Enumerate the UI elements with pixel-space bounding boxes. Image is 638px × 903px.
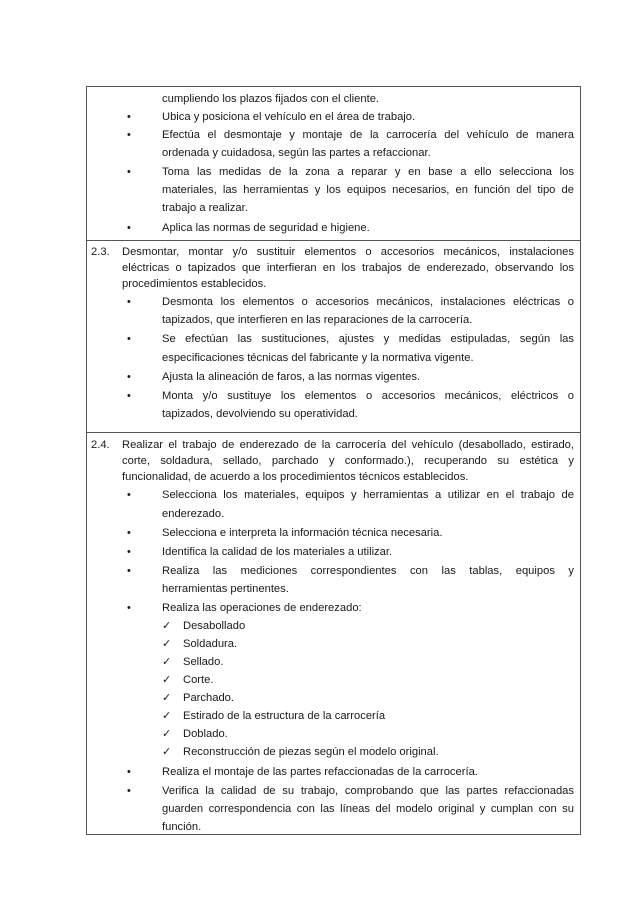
check-icon: ✓ bbox=[162, 746, 172, 758]
list-item-text: herramientas pertinentes. bbox=[162, 583, 289, 595]
list-item-text: Efectúa el desmontaje y montaje de la carrocería del vehículo de manera bbox=[162, 129, 574, 141]
section-number: 2.4. bbox=[91, 439, 110, 451]
list-item-text: Realiza el montaje de las partes refaccionadas de la carrocería. bbox=[162, 766, 478, 778]
list-item-text: Desmonta los elementos o accesorios mecánicos, instalaciones eléctricas o bbox=[162, 296, 574, 308]
list-item-text: Selecciona e interpreta la información técnica necesaria. bbox=[162, 527, 443, 539]
list-item-text: ordenada y cuidadosa, según las partes a refaccionar. bbox=[162, 147, 431, 159]
check-icon: ✓ bbox=[162, 674, 172, 686]
section-heading: eléctricas o tapizados que interfieran en los trabajos de enderezado, observando los bbox=[122, 262, 574, 274]
bullet-icon: • bbox=[127, 371, 131, 383]
bullet-icon: • bbox=[127, 129, 131, 141]
operation-item: Estirado de la estructura de la carrocería bbox=[183, 710, 386, 722]
list-item-text: tapizados, devolviendo su operatividad. bbox=[162, 408, 358, 420]
section-heading: Desmontar, montar y/o sustituir elementos o accesorios mecánicos, instalaciones bbox=[122, 246, 574, 258]
list-item-text: Toma las medidas de la zona a reparar y en base a ello selecciona los bbox=[162, 166, 574, 178]
bullet-icon: • bbox=[127, 222, 131, 234]
list-item-text: Realiza las mediciones correspondientes con las tablas, equipos y bbox=[162, 565, 574, 577]
check-icon: ✓ bbox=[162, 710, 172, 722]
bullet-icon: • bbox=[127, 527, 131, 539]
bullet-icon: • bbox=[127, 333, 131, 345]
section-heading: Realizar el trabajo de enderezado de la carrocería del vehículo (desabollado, estirado, bbox=[122, 439, 574, 451]
list-item-text: Verifica la calidad de su trabajo, comprobando que las partes refaccionadas bbox=[162, 785, 574, 797]
section-heading: corte, soldadura, sellado, parchado y conformado.), recuperando su estética y bbox=[122, 455, 574, 467]
section-number: 2.3. bbox=[91, 246, 110, 258]
list-item-text: especificaciones técnicas del fabricante y la normativa vigente. bbox=[162, 352, 474, 364]
bullet-icon: • bbox=[127, 565, 131, 577]
list-item-text: Selecciona los materiales, equipos y herramientas a utilizar en el trabajo de bbox=[162, 489, 574, 501]
list-item-text: Ajusta la alineación de faros, a las normas vigentes. bbox=[162, 371, 421, 383]
bullet-icon: • bbox=[127, 390, 131, 402]
list-item-text: Ubica y posiciona el vehículo en el área de trabajo. bbox=[162, 111, 416, 123]
operation-item: Soldadura. bbox=[183, 638, 238, 650]
list-item-text: trabajo a realizar. bbox=[162, 202, 248, 214]
bullet-icon: • bbox=[127, 111, 131, 123]
table-cell-2-4 bbox=[86, 433, 581, 835]
section-heading: funcionalidad, de acuerdo a los procedimientos técnicos establecidos. bbox=[122, 471, 469, 483]
check-icon: ✓ bbox=[162, 692, 172, 704]
list-item-text: materiales, las herramientas y los equipos necesarios, en función del tipo de bbox=[162, 184, 574, 196]
operation-item: Sellado. bbox=[183, 656, 224, 668]
bullet-icon: • bbox=[127, 296, 131, 308]
list-item-text: Identifica la calidad de los materiales a utilizar. bbox=[162, 546, 393, 558]
check-icon: ✓ bbox=[162, 728, 172, 740]
list-item-text: guarden correspondencia con las líneas del modelo original y cumplan con su bbox=[162, 803, 574, 815]
section-heading: procedimientos establecidos. bbox=[122, 278, 267, 290]
list-item-text: tapizados, que interfieren en las reparaciones de la carrocería. bbox=[162, 314, 473, 326]
list-item-text: Aplica las normas de seguridad e higiene. bbox=[162, 222, 370, 234]
bullet-icon: • bbox=[127, 489, 131, 501]
operation-item: Corte. bbox=[183, 674, 214, 686]
table-cell-continuation bbox=[86, 86, 581, 241]
list-item-text: Realiza las operaciones de enderezado: bbox=[162, 602, 362, 614]
list-item-text: enderezado. bbox=[162, 508, 225, 520]
list-item-text: Monta y/o sustituye los elementos o accesorios mecánicos, eléctricos o bbox=[162, 390, 574, 402]
operation-item: Reconstrucción de piezas según el modelo original. bbox=[183, 746, 439, 758]
operation-item: Desabollado bbox=[183, 620, 246, 632]
list-item-text: función. bbox=[162, 821, 202, 833]
check-icon: ✓ bbox=[162, 638, 172, 650]
check-icon: ✓ bbox=[162, 620, 172, 632]
table-cell-2-3 bbox=[86, 241, 581, 433]
list-item-text: cumpliendo los plazos fijados con el cliente. bbox=[162, 93, 380, 105]
bullet-icon: • bbox=[127, 785, 131, 797]
check-icon: ✓ bbox=[162, 656, 172, 668]
list-item-text: Se efectúan las sustituciones, ajustes y medidas estipuladas, según las bbox=[162, 333, 574, 345]
competency-table bbox=[86, 86, 581, 835]
bullet-icon: • bbox=[127, 766, 131, 778]
operation-item: Parchado. bbox=[183, 692, 234, 704]
bullet-icon: • bbox=[127, 546, 131, 558]
operation-item: Doblado. bbox=[183, 728, 228, 740]
bullet-icon: • bbox=[127, 602, 131, 614]
bullet-icon: • bbox=[127, 166, 131, 178]
